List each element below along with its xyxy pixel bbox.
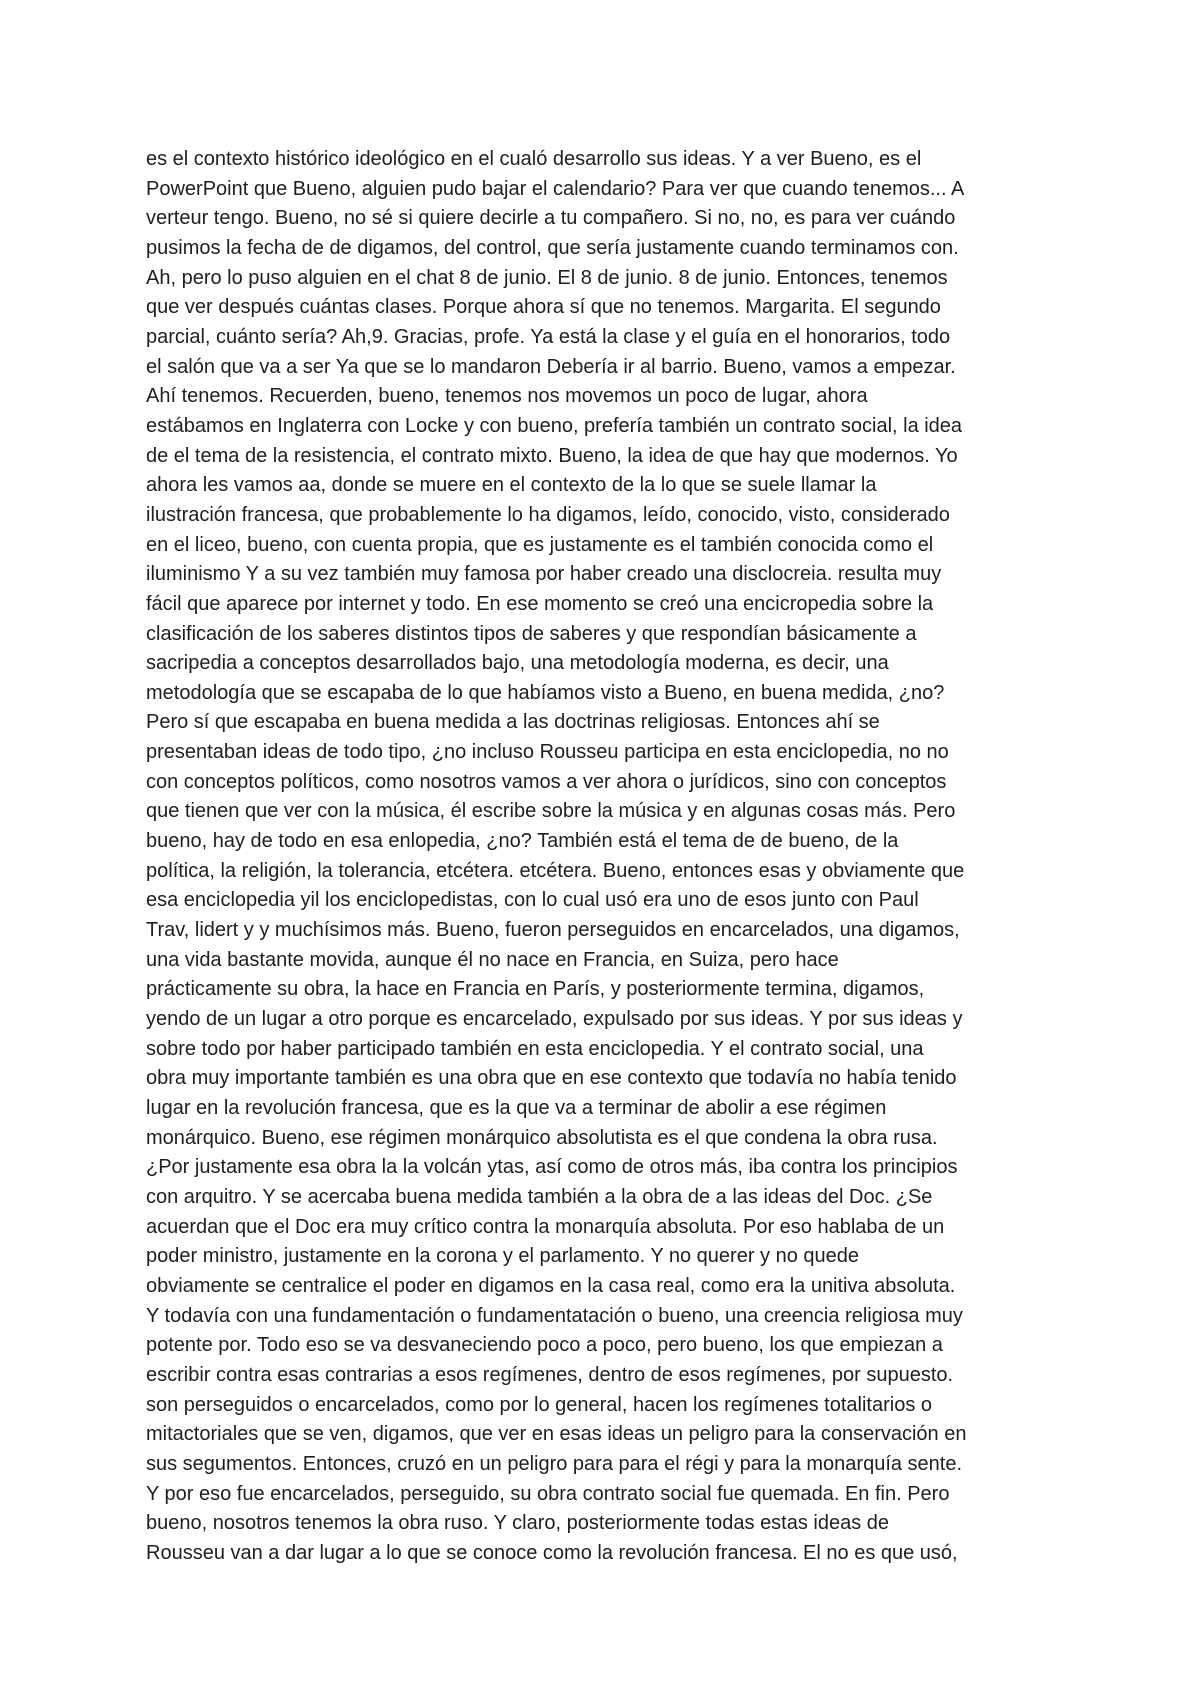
text-line: sobre todo por haber participado también en esta enciclopedia. Y el contrato social, una [146, 1037, 924, 1060]
text-line: Trav, lidert y y muchísimos más. Bueno, fueron perseguidos en encarcelados, una digamos, [146, 919, 960, 942]
text-line: parcial, cuánto sería? Ah,9. Gracias, profe. Ya está la clase y el guía en el honorarios, todo [146, 325, 951, 348]
text-line: con arquitro. Y se acercaba buena medida también a la obra de a las ideas del Doc. ¿Se [146, 1185, 933, 1208]
text-line: el salón que va a ser Ya que se lo mandaron Debería ir al barrio. Bueno, vamos a empezar. [146, 355, 956, 378]
text-line: son perseguidos o encarcelados, como por lo general, hacen los regímenes totalitarios o [146, 1393, 933, 1416]
text-line: verteur tengo. Bueno, no sé si quiere decirle a tu compañero. Si no, no, es para ver cuándo [146, 207, 956, 230]
text-line: prácticamente su obra, la hace en Francia en París, y posteriormente termina, digamos, [146, 978, 925, 1001]
text-line: es el contexto histórico ideológico en el cualó desarrollo sus ideas. Y a ver Bueno, es el [146, 148, 922, 170]
text-line: con conceptos políticos, como nosotros vamos a ver ahora o jurídicos, sino con conceptos [146, 770, 947, 793]
text-line: bueno, nosotros tenemos la obra ruso. Y claro, posteriormente todas estas ideas de [146, 1512, 890, 1535]
text-line: estábamos en Inglaterra con Locke y con bueno, prefería también un contrato social, la idea [146, 414, 963, 437]
body-paragraph [146, 145, 1076, 1569]
text-line: monárquico. Bueno, ese régimen monárquico absolutista es el que condena la obra rusa. [146, 1126, 938, 1149]
text-line: sus segumentos. Entonces, cruzó en un peligro para para el régi y para la monarquía sente. [146, 1452, 963, 1475]
text-line: Y por eso fue encarcelados, perseguido, su obra contrato social fue quemada. En fin. Pero [146, 1482, 950, 1505]
text-line: Y todavía con una fundamentación o fundamentatación o bueno, una creencia religiosa muy [146, 1304, 963, 1327]
text-line: iluminismo Y a su vez también muy famosa por haber creado una disclocreia. resulta muy [146, 563, 942, 586]
text-line: que tienen que ver con la música, él escribe sobre la música y en algunas cosas más. Pero [146, 800, 956, 823]
text-line: escribir contra esas contrarias a esos regímenes, dentro de esos regímenes, por supuesto. [146, 1363, 954, 1386]
text-line: Rousseu van a dar lugar a lo que se conoce como la revolución francesa. El no es que usó, [146, 1541, 958, 1564]
text-line: sacripedia a conceptos desarrollados bajo, una metodología moderna, es decir, una [146, 652, 889, 675]
text-line: una vida bastante movida, aunque él no nace en Francia, en Suiza, pero hace [146, 948, 839, 971]
text-line: Ahí tenemos. Recuerden, bueno, tenemos nos movemos un poco de lugar, ahora [146, 385, 868, 408]
text-line: clasificación de los saberes distintos tipos de saberes y que respondían básicamente a [146, 622, 917, 645]
text-line: yendo de un lugar a otro porque es encarcelado, expulsado por sus ideas. Y por sus ideas y [146, 1008, 963, 1031]
text-line: esa enciclopedia yil los enciclopedistas, con lo cual usó era uno de esos junto con Paul [146, 889, 919, 912]
text-line: obviamente se centralice el poder en digamos en la casa real, como era la unitiva absoluta. [146, 1274, 956, 1297]
text-line: política, la religión, la tolerancia, etcétera. etcétera. Bueno, entonces esas y obviamente que [146, 859, 965, 882]
text-line: obra muy importante también es una obra que en ese contexto que todavía no había tenido [146, 1067, 957, 1090]
text-line: en el liceo, bueno, con cuenta propia, que es justamente es el también conocida como el [146, 533, 934, 556]
text-line: poder ministro, justamente en la corona y el parlamento. Y no querer y no quede [146, 1245, 860, 1268]
text-line: potente por. Todo eso se va desvaneciendo poco a poco, pero bueno, los que empiezan a [146, 1334, 943, 1357]
text-line: que ver después cuántas clases. Porque ahora sí que no tenemos. Margarita. El segundo [146, 296, 941, 319]
text-line: acuerdan que el Doc era muy crítico contra la monarquía absoluta. Por eso hablaba de un [146, 1215, 945, 1238]
text-line: de el tema de la resistencia, el contrato mixto. Bueno, la idea de que hay que modernos. Yo [146, 444, 958, 467]
text-line: Ah, pero lo puso alguien en el chat 8 de junio. El 8 de junio. 8 de junio. Entonces, tenemos [146, 266, 948, 289]
text-line: presentaban ideas de todo tipo, ¿no incluso Rousseu participa en esta enciclopedia, no no [146, 741, 949, 764]
text-line: ¿Por justamente esa obra la la volcán ytas, así como de otros más, iba contra los principios [146, 1156, 958, 1179]
text-line: ahora les vamos aa, donde se muere en el contexto de la lo que se suele llamar la [146, 474, 877, 497]
text-line: metodología que se escapaba de lo que habíamos visto a Bueno, en buena medida, ¿no? [146, 681, 945, 704]
text-line: PowerPoint que Bueno, alguien pudo bajar el calendario? Para ver que cuando tenemos... A [146, 177, 965, 200]
text-line: pusimos la fecha de de digamos, del control, que sería justamente cuando terminamos con. [146, 236, 959, 259]
text-line: ilustración francesa, que probablemente lo ha digamos, leído, conocido, visto, considerado [146, 503, 950, 526]
text-line: bueno, hay de todo en esa enlopedia, ¿no? También está el tema de de bueno, de la [146, 830, 899, 853]
text-line: fácil que aparece por internet y todo. En ese momento se creó una encicropedia sobre la [146, 592, 934, 615]
text-line: mitactoriales que se ven, digamos, que ver en esas ideas un peligro para la conservación en [146, 1423, 967, 1446]
text-line: lugar en la revolución francesa, que es la que va a terminar de abolir a ese régimen [146, 1097, 887, 1119]
text-line: Pero sí que escapaba en buena medida a las doctrinas religiosas. Entonces ahí se [146, 711, 880, 734]
